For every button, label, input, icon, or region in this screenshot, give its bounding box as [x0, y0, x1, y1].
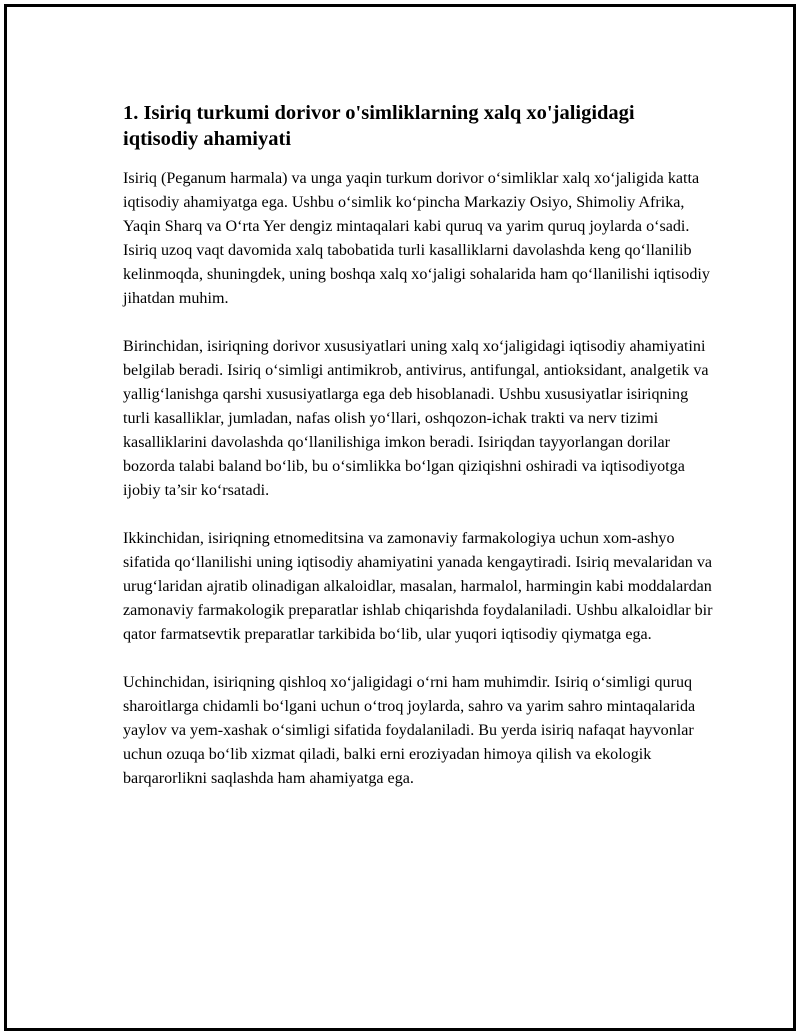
paragraph-2: Birinchidan, isiriqning dorivor xususiyatlari uning xalq xo‘jaligidagi iqtisodiy ahamiyatini belgilab beradi. Isiriq o‘simligi antimikrob, antivirus, antifungal, antioksidant, analgetik va yallig‘lanishga qarshi xususiyatlarga ega deb hisoblanadi. Ushbu xususiyatlar isiriqning turli kasalliklar, jumladan, nafas olish yo‘llari, oshqozon-ichak trakti va nerv tizimi kasalliklarini davolashda qo‘llanilishiga imkon beradi. Isiriqdan tayyorlangan dorilar bozorda talabi baland bo‘lib, bu o‘simlikka bo‘lgan qiziqishni oshiradi va iqtisodiyotga ijobiy ta’sir ko‘rsatadi. [123, 338, 709, 499]
page-frame [4, 4, 796, 1031]
paragraph-3: Ikkinchidan, isiriqning etnomeditsina va zamonaviy farmakologiya uchun xom-ashyo sifatida qo‘llanilishi uning iqtisodiy ahamiyatini yanada kengaytiradi. Isiriq mevalaridan va urug‘laridan ajratib olinadigan alkaloidlar, masalan, harmalol, harmingin kabi moddalardan zamonaviy farmakologik preparatlar ishlab chiqarishda foydalaniladi. Ushbu alkaloidlar bir qator farmatsevtik preparatlar tarkibida bo‘lib, ular yuqori iqtisodiy qiymatga ega. [123, 530, 713, 643]
paragraph-1: Isiriq (Peganum harmala) va unga yaqin turkum dorivor o‘simliklar xalq xo‘jaligida katta iqtisodiy ahamiyatga ega. Ushbu o‘simlik ko‘pincha Markaziy Osiyo, Shimoliy Afrika, Yaqin Sharq va O‘rta Yer dengiz mintaqalari kabi quruq va yarim quruq joylarda o‘sadi. Isiriq uzoq vaqt davomida xalq tabobatida turli kasalliklarni davolashda keng qo‘llanilib kelinmoqda, shuningdek, uning boshqa xalq xo‘jaligi sohalarida ham qo‘llanilishi iqtisodiy jihatdan muhim. [123, 170, 710, 307]
document-body [123, 100, 713, 815]
section-heading: 1. Isiriq turkumi dorivor o'simliklarning xalq xo'jaligidagi iqtisodiy ahamiyati [123, 102, 635, 150]
paragraph-4: Uchinchidan, isiriqning qishloq xo‘jaligidagi o‘rni ham muhimdir. Isiriq o‘simligi quruq sharoitlarga chidamli bo‘lgani uchun o‘troq joylarda, sahro va yarim sahro mintaqalarida yaylov va yem-xashak o‘simligi sifatida foydalaniladi. Bu yerda isiriq nafaqat hayvonlar uchun ozuqa bo‘lib xizmat qiladi, balki erni eroziyadan himoya qilish va ekologik barqarorlikni saqlashda ham ahamiyatga ega. [123, 674, 696, 787]
